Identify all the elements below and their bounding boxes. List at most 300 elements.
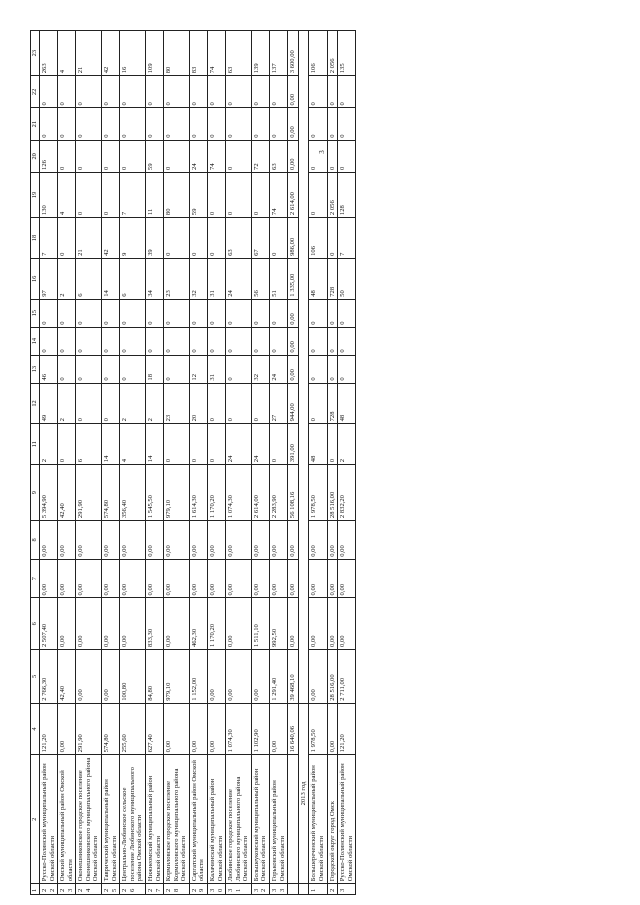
value-cell: 31 <box>207 258 225 299</box>
value-cell: 0 <box>207 327 225 355</box>
value-cell: 137 <box>270 31 288 76</box>
value-cell: 28 516,00 <box>327 465 338 521</box>
value-cell: 0 <box>40 299 58 327</box>
table-row <box>40 31 58 895</box>
value-cell: 0 <box>164 76 190 108</box>
value-cell: 0 <box>145 76 163 108</box>
value-cell: 1 074,30 <box>226 703 252 755</box>
value-cell: 139 <box>251 31 269 76</box>
value-cell: 0,00 <box>145 559 163 598</box>
value-cell: 63 <box>270 140 288 172</box>
value-cell: 49 <box>40 383 58 424</box>
municipality-name: Саргатский муниципальный район Омской области <box>189 755 207 884</box>
value-cell: 0 <box>189 108 207 140</box>
value-cell: 0 <box>164 355 190 383</box>
table-row <box>120 31 146 895</box>
value-cell: 126 <box>40 140 58 172</box>
table-row <box>288 31 299 895</box>
value-cell: 0,00 <box>76 650 102 704</box>
value-cell: 0 <box>164 108 190 140</box>
value-cell: 0 <box>338 140 356 172</box>
column-header-row <box>31 31 40 895</box>
municipality-name: Любинское городское поселение Любинского муниципального района Омской области <box>226 755 252 884</box>
column-header: 15 <box>31 299 40 327</box>
value-cell: 291,90 <box>76 703 102 755</box>
value-cell: 31 <box>207 355 225 383</box>
value-cell: 0,00 <box>270 559 288 598</box>
value-cell: 0 <box>270 218 288 259</box>
value-cell: 0 <box>145 299 163 327</box>
value-cell: 0 <box>226 108 252 140</box>
column-header: 14 <box>31 327 40 355</box>
value-cell: 12 <box>189 355 207 383</box>
column-header: 6 <box>31 598 40 650</box>
value-cell: 0,00 <box>338 521 356 560</box>
value-cell: 11 <box>145 172 163 217</box>
value-cell: 1 102,90 <box>251 703 269 755</box>
column-header: 18 <box>31 218 40 259</box>
column-header: 19 <box>31 172 40 217</box>
value-cell: 0 <box>226 76 252 108</box>
value-cell: 0,00 <box>76 521 102 560</box>
value-cell: 2 614,00 <box>288 172 299 217</box>
value-cell: 24 <box>270 355 288 383</box>
value-cell: 14 <box>102 424 120 465</box>
value-cell: 27 <box>270 383 288 424</box>
municipality-name <box>288 755 299 884</box>
value-cell: 0,00 <box>58 559 76 598</box>
value-cell: 97 <box>40 258 58 299</box>
value-cell: 0 <box>58 108 76 140</box>
value-cell: 16 640,06 <box>288 703 299 755</box>
value-cell: 46 <box>40 355 58 383</box>
value-cell: 50 <box>338 258 356 299</box>
row-number: 32 <box>251 884 269 895</box>
value-cell: 42,40 <box>58 465 76 521</box>
value-cell: 23 <box>164 258 190 299</box>
value-cell: 0,00 <box>226 650 252 704</box>
value-cell: 2 <box>145 383 163 424</box>
value-cell: 0 <box>327 76 338 108</box>
value-cell: 0 <box>251 383 269 424</box>
column-header: 23 <box>31 31 40 76</box>
table-body <box>31 31 356 895</box>
value-cell: 0 <box>270 299 288 327</box>
value-cell: 0 <box>58 218 76 259</box>
value-cell: 0 <box>120 327 146 355</box>
value-cell: 2 056 <box>327 31 338 76</box>
value-cell: 6 <box>120 258 146 299</box>
value-cell: 106 <box>309 31 327 76</box>
value-cell: 0,00 <box>288 559 299 598</box>
value-cell: 0 <box>251 327 269 355</box>
value-cell: 0 <box>76 383 102 424</box>
value-cell: 42 <box>102 31 120 76</box>
value-cell: 1 170,20 <box>207 465 225 521</box>
value-cell: 2 766,30 <box>40 650 58 704</box>
value-cell: 21 <box>76 31 102 76</box>
value-cell: 0 <box>309 299 327 327</box>
value-cell: 2 <box>58 258 76 299</box>
value-cell: 2 <box>40 424 58 465</box>
value-cell: 2 832,20 <box>338 465 356 521</box>
value-cell: 1 335,00 <box>288 258 299 299</box>
year-row-filler <box>298 31 309 704</box>
value-cell: 0 <box>76 355 102 383</box>
value-cell: 0 <box>270 424 288 465</box>
value-cell: 0,00 <box>226 559 252 598</box>
value-cell: 0 <box>338 108 356 140</box>
value-cell: 0,00 <box>251 559 269 598</box>
row-number: 23 <box>58 884 76 895</box>
row-number: 28 <box>164 884 190 895</box>
table-row <box>164 31 190 895</box>
row-number: 33 <box>270 884 288 895</box>
value-cell: 0,00 <box>338 559 356 598</box>
value-cell: 0,00 <box>120 521 146 560</box>
municipality-name: Большеуковский муниципальный район Омской области <box>251 755 269 884</box>
value-cell: 80 <box>164 172 190 217</box>
value-cell: 63 <box>226 31 252 76</box>
value-cell: 0,00 <box>270 521 288 560</box>
value-cell: 0,00 <box>40 559 58 598</box>
value-cell: 0 <box>207 76 225 108</box>
value-cell: 728 <box>327 383 338 424</box>
value-cell: 2 711,00 <box>338 650 356 704</box>
value-cell: 24 <box>189 140 207 172</box>
value-cell: 0 <box>327 327 338 355</box>
value-cell: 56 108,16 <box>288 465 299 521</box>
value-cell: 0,00 <box>288 521 299 560</box>
value-cell: 3 600,00 <box>288 31 299 76</box>
value-cell: 0 <box>102 108 120 140</box>
table-row <box>76 31 102 895</box>
value-cell: 0 <box>270 327 288 355</box>
value-cell: 0 <box>189 299 207 327</box>
value-cell: 67 <box>251 218 269 259</box>
value-cell: 627,40 <box>145 703 163 755</box>
municipality-name: Оконешниковское городское поселение Оконешниковского муниципального района Омской области <box>76 755 102 884</box>
value-cell: 0,00 <box>270 703 288 755</box>
row-number: 24 <box>76 884 102 895</box>
value-cell: 0 <box>164 424 190 465</box>
value-cell: 0 <box>164 299 190 327</box>
value-cell: 0 <box>207 424 225 465</box>
value-cell: 0,00 <box>327 598 338 650</box>
value-cell: 0,00 <box>288 76 299 108</box>
value-cell: 0 <box>164 327 190 355</box>
value-cell: 0 <box>327 108 338 140</box>
value-cell: 6 <box>76 258 102 299</box>
value-cell: 0 <box>40 108 58 140</box>
value-cell: 1 545,50 <box>145 465 163 521</box>
value-cell: 0,00 <box>76 598 102 650</box>
column-header: 16 <box>31 258 40 299</box>
municipality-name: Центрально-Любинское сельское поселение Любинского муниципального района Омской области <box>120 755 146 884</box>
column-header: 1 <box>31 884 40 895</box>
value-cell: 32 <box>189 258 207 299</box>
value-cell: 106 <box>309 218 327 259</box>
table-row <box>102 31 120 895</box>
value-cell: 0,00 <box>309 598 327 650</box>
value-cell: 84,80 <box>145 650 163 704</box>
table-row <box>207 31 225 895</box>
value-cell: 0 <box>120 299 146 327</box>
table-row <box>270 31 288 895</box>
value-cell: 263 <box>40 31 58 76</box>
value-cell: 0 <box>309 355 327 383</box>
value-cell: 21 <box>76 218 102 259</box>
value-cell: 0 <box>226 383 252 424</box>
value-cell: 0 <box>270 108 288 140</box>
value-cell: 1 074,30 <box>226 465 252 521</box>
year-label: 2013 год <box>298 703 309 884</box>
table-row <box>145 31 163 895</box>
value-cell: 574,80 <box>102 465 120 521</box>
value-cell: 16 <box>120 31 146 76</box>
value-cell: 1 170,20 <box>207 598 225 650</box>
value-cell: 1 511,10 <box>251 598 269 650</box>
value-cell: 0 <box>327 424 338 465</box>
value-cell: 0 <box>58 140 76 172</box>
table-row <box>327 31 338 895</box>
value-cell: 0 <box>251 108 269 140</box>
value-cell: 0 <box>145 327 163 355</box>
value-cell: 0,00 <box>76 559 102 598</box>
value-cell: 74 <box>270 172 288 217</box>
value-cell: 121,20 <box>40 703 58 755</box>
value-cell: 42,40 <box>58 650 76 704</box>
row-number: 29 <box>189 884 207 895</box>
table-row <box>226 31 252 895</box>
value-cell: 24 <box>226 424 252 465</box>
value-cell: 135 <box>338 31 356 76</box>
table-row <box>338 31 356 895</box>
value-cell: 1 152,00 <box>189 650 207 704</box>
value-cell: 72 <box>251 140 269 172</box>
value-cell: 63 <box>226 218 252 259</box>
value-cell: 979,10 <box>164 650 190 704</box>
value-cell: 0 <box>76 299 102 327</box>
value-cell: 0,00 <box>226 521 252 560</box>
value-cell: 0 <box>207 383 225 424</box>
table-row <box>58 31 76 895</box>
value-cell: 0 <box>338 299 356 327</box>
column-header: 5 <box>31 650 40 704</box>
value-cell: 0,00 <box>40 521 58 560</box>
value-cell: 0,00 <box>327 521 338 560</box>
value-cell: 0 <box>102 327 120 355</box>
value-cell: 0,00 <box>145 521 163 560</box>
value-cell: 462,30 <box>189 598 207 650</box>
value-cell: 1 291,40 <box>270 650 288 704</box>
year-row <box>298 31 309 895</box>
value-cell: 1 614,30 <box>189 465 207 521</box>
row-number: 1 <box>309 884 327 895</box>
value-cell: 48 <box>309 258 327 299</box>
value-cell: 0,00 <box>189 521 207 560</box>
value-cell: 0 <box>207 218 225 259</box>
value-cell: 0 <box>120 108 146 140</box>
value-cell: 0 <box>338 76 356 108</box>
table-row <box>251 31 269 895</box>
municipality-name: Русско-Полянский муниципальный район Омской области <box>338 755 356 884</box>
column-header: 12 <box>31 383 40 424</box>
value-cell: 0 <box>102 299 120 327</box>
value-cell: 0,00 <box>189 703 207 755</box>
value-cell: 0 <box>58 327 76 355</box>
value-cell: 0,00 <box>309 650 327 704</box>
value-cell: 34 <box>145 258 163 299</box>
value-cell: 0 <box>189 76 207 108</box>
value-cell: 23 <box>164 383 190 424</box>
value-cell: 0 <box>327 355 338 383</box>
value-cell: 0 <box>58 299 76 327</box>
value-cell: 0,00 <box>58 703 76 755</box>
value-cell: 0,00 <box>226 598 252 650</box>
value-cell: 0,00 <box>164 559 190 598</box>
value-cell: 0 <box>338 327 356 355</box>
value-cell: 356,40 <box>120 465 146 521</box>
value-cell: 944,00 <box>288 383 299 424</box>
value-cell: 391,00 <box>288 424 299 465</box>
value-cell: 0 <box>58 76 76 108</box>
value-cell: 0,00 <box>288 327 299 355</box>
municipality-name: Нижнеомский муниципальный район Омской области <box>145 755 163 884</box>
value-cell: 0 <box>76 327 102 355</box>
value-cell: 0 <box>309 327 327 355</box>
value-cell: 1 978,50 <box>309 465 327 521</box>
value-cell: 0 <box>327 140 338 172</box>
value-cell: 0 <box>40 327 58 355</box>
value-cell: 74 <box>207 140 225 172</box>
value-cell: 0,00 <box>288 140 299 172</box>
page-number: 3 <box>318 150 326 154</box>
municipality-name: Горьковский муниципальный район Омской области <box>270 755 288 884</box>
value-cell: 0 <box>251 172 269 217</box>
value-cell: 0 <box>102 383 120 424</box>
value-cell: 0 <box>207 108 225 140</box>
value-cell: 291,90 <box>76 465 102 521</box>
row-number: 25 <box>102 884 120 895</box>
value-cell: 0 <box>189 218 207 259</box>
data-table <box>30 30 356 895</box>
value-cell: 979,10 <box>164 465 190 521</box>
value-cell: 6 <box>76 424 102 465</box>
row-number: 26 <box>120 884 146 895</box>
value-cell: 0 <box>226 299 252 327</box>
value-cell: 39 <box>145 218 163 259</box>
value-cell: 56 <box>251 258 269 299</box>
column-header: 11 <box>31 424 40 465</box>
value-cell: 0,00 <box>327 703 338 755</box>
value-cell: 0 <box>58 424 76 465</box>
value-cell: 0,00 <box>288 299 299 327</box>
value-cell: 0 <box>145 108 163 140</box>
value-cell: 7 <box>40 218 58 259</box>
municipality-name: Большереченский муниципальный район Омской области <box>309 755 327 884</box>
value-cell: 0,00 <box>288 598 299 650</box>
value-cell: 0,00 <box>207 650 225 704</box>
value-cell: 0,00 <box>327 559 338 598</box>
value-cell: 0,00 <box>207 521 225 560</box>
value-cell: 0 <box>270 76 288 108</box>
value-cell: 2 <box>58 383 76 424</box>
year-row-blank <box>298 884 309 895</box>
value-cell: 0,00 <box>309 559 327 598</box>
value-cell: 74 <box>207 31 225 76</box>
value-cell: 121,20 <box>338 703 356 755</box>
column-header: 21 <box>31 108 40 140</box>
value-cell: 0,00 <box>102 650 120 704</box>
value-cell: 0 <box>251 299 269 327</box>
row-number: 30 <box>207 884 225 895</box>
value-cell: 0 <box>164 140 190 172</box>
value-cell: 7 <box>338 218 356 259</box>
municipality-name: Омский муниципальный район Омской области <box>58 755 76 884</box>
value-cell: 255,60 <box>120 703 146 755</box>
value-cell: 4 <box>120 424 146 465</box>
column-header: 20 <box>31 140 40 172</box>
value-cell: 0,00 <box>58 521 76 560</box>
value-cell: 24 <box>251 424 269 465</box>
value-cell: 0 <box>309 108 327 140</box>
value-cell: 0,00 <box>309 521 327 560</box>
value-cell: 0 <box>226 327 252 355</box>
value-cell: 0 <box>76 76 102 108</box>
column-header: 7 <box>31 559 40 598</box>
column-header: 22 <box>31 76 40 108</box>
value-cell: 986,00 <box>288 218 299 259</box>
value-cell: 0 <box>309 76 327 108</box>
municipality-name: Кормиловское городское поселение Кормиловского муниципального района Омской области <box>164 755 190 884</box>
value-cell: 0,00 <box>164 598 190 650</box>
column-header: 8 <box>31 521 40 560</box>
value-cell: 42 <box>102 218 120 259</box>
value-cell: 24 <box>226 258 252 299</box>
value-cell: 0,00 <box>102 521 120 560</box>
value-cell: 728 <box>327 258 338 299</box>
value-cell: 4 <box>58 31 76 76</box>
value-cell: 2 283,90 <box>270 465 288 521</box>
value-cell: 9 <box>120 218 146 259</box>
value-cell: 128 <box>338 172 356 217</box>
value-cell: 0 <box>76 140 102 172</box>
value-cell: 0,00 <box>102 598 120 650</box>
value-cell: 83 <box>189 31 207 76</box>
value-cell: 574,80 <box>102 703 120 755</box>
municipality-name: Таврический муниципальный район Омской области <box>102 755 120 884</box>
column-header: 9 <box>31 465 40 521</box>
value-cell: 0 <box>76 108 102 140</box>
row-number: 2 <box>327 884 338 895</box>
value-cell: 51 <box>270 258 288 299</box>
value-cell: 0,00 <box>288 355 299 383</box>
value-cell: 2 <box>120 383 146 424</box>
value-cell: 0,00 <box>120 559 146 598</box>
value-cell: 0 <box>102 140 120 172</box>
value-cell: 0 <box>40 76 58 108</box>
value-cell: 48 <box>309 424 327 465</box>
table-row <box>309 31 327 895</box>
value-cell: 20 <box>189 383 207 424</box>
value-cell: 0 <box>102 355 120 383</box>
value-cell: 0 <box>189 327 207 355</box>
value-cell: 5 394,90 <box>40 465 58 521</box>
column-header: 13 <box>31 355 40 383</box>
municipality-name: Городской округ город Омск <box>327 755 338 884</box>
value-cell: 0 <box>207 172 225 217</box>
